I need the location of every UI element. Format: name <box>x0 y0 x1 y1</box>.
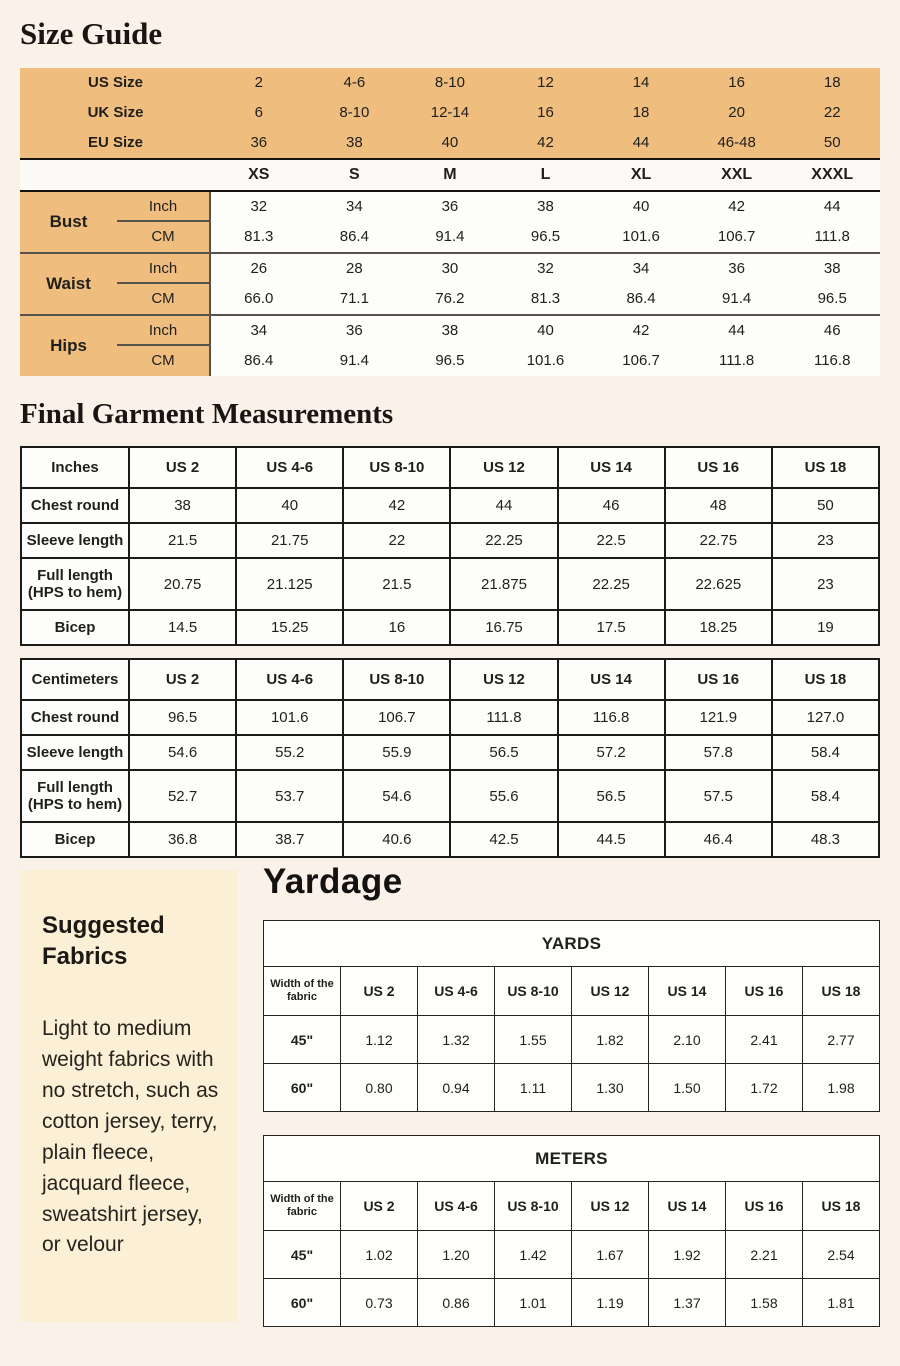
garment-value: 121.9 <box>665 700 772 735</box>
garment-value: 22.25 <box>558 558 665 610</box>
garment-value: 15.25 <box>236 610 343 645</box>
body-measurements-table <box>20 192 880 376</box>
body-measurement-value: 44 <box>784 192 880 222</box>
letter-size-label: S <box>349 166 360 183</box>
garment-value: 22.75 <box>665 523 772 558</box>
garment-row <box>21 610 879 645</box>
suggested-fabrics-heading: Suggested Fabrics <box>42 912 165 971</box>
garment-value: 54.6 <box>343 770 450 822</box>
suggested-fabrics-text: Light to medium weight fabrics with no stretch, such as cotton jersey, terry, plain fleece, jacquard fleece, sweatshirt jersey, or velour <box>42 1017 219 1257</box>
size-column-header: US 14 <box>649 967 726 1016</box>
body-measurement-value: 91.4 <box>307 346 403 376</box>
garment-value: 56.5 <box>558 770 665 822</box>
yardage-value: 1.32 <box>418 1016 495 1064</box>
body-measurement-value: 36 <box>307 316 403 346</box>
garment-value: 58.4 <box>772 770 879 822</box>
garment-value: 40 <box>236 488 343 523</box>
garment-row <box>21 735 879 770</box>
body-group-label: Bust <box>20 192 117 252</box>
garment-value: 38.7 <box>236 822 343 857</box>
body-measurement-value: 32 <box>498 254 594 284</box>
size-column-header: US 16 <box>665 659 772 700</box>
size-conversion-value: 22 <box>823 104 841 121</box>
garment-value: 57.2 <box>558 735 665 770</box>
body-measurement-value: 101.6 <box>593 222 689 252</box>
body-measurement-value: 96.5 <box>402 346 498 376</box>
garment-measure-label: Bicep <box>21 822 129 857</box>
yardage-value: 1.42 <box>495 1231 572 1279</box>
body-measurement-value: 116.8 <box>784 346 880 376</box>
unit-label: CM <box>117 222 211 252</box>
yardage-value: 1.11 <box>495 1064 572 1112</box>
garment-unit-header: Inches <box>21 447 129 488</box>
yardage-value: 1.55 <box>495 1016 572 1064</box>
size-column-header: US 2 <box>129 659 236 700</box>
body-measurement-value: 91.4 <box>402 222 498 252</box>
size-column-header: US 12 <box>572 967 649 1016</box>
size-system-label: EU Size <box>87 134 144 151</box>
body-measurement-value: 106.7 <box>593 346 689 376</box>
body-measurement-value: 106.7 <box>689 222 785 252</box>
garment-value: 106.7 <box>343 700 450 735</box>
yardage-tables <box>263 920 880 1327</box>
body-measurement-value: 96.5 <box>784 284 880 314</box>
size-conversion-value: 20 <box>728 104 745 121</box>
letter-sizes-row <box>20 158 880 192</box>
body-measurement-value: 26 <box>211 254 307 284</box>
size-guide-page <box>0 16 900 1327</box>
garment-value: 55.6 <box>450 770 557 822</box>
body-measurement-value: 111.8 <box>689 346 785 376</box>
body-measurement-value: 81.3 <box>211 222 307 252</box>
size-column-header: US 16 <box>726 1182 803 1231</box>
garment-value: 48.3 <box>772 822 879 857</box>
size-column-header: US 4-6 <box>418 1182 495 1231</box>
size-conversion-value: 18 <box>632 104 650 121</box>
size-conversion-value: 38 <box>346 134 363 151</box>
size-column-header: US 18 <box>772 659 879 700</box>
size-column-header: US 12 <box>572 1182 649 1231</box>
size-conversion-value: 8-10 <box>434 74 465 91</box>
yardage-value: 2.41 <box>726 1016 803 1064</box>
size-column-header: US 4-6 <box>236 659 343 700</box>
size-conversion-value: 16 <box>537 104 554 121</box>
garment-value: 52.7 <box>129 770 236 822</box>
garment-value: 57.8 <box>665 735 772 770</box>
garment-row <box>21 523 879 558</box>
garment-value: 111.8 <box>450 700 557 735</box>
size-conversion-value: 50 <box>823 134 841 151</box>
garment-value: 56.5 <box>450 735 557 770</box>
size-column-header: US 12 <box>450 659 557 700</box>
yardage-section <box>20 862 880 1327</box>
size-conversion-value: 18 <box>823 74 841 91</box>
garment-value: 116.8 <box>558 700 665 735</box>
garment-value: 48 <box>665 488 772 523</box>
yardage-value: 1.58 <box>726 1279 803 1327</box>
garment-value: 22 <box>343 523 450 558</box>
yardage-value: 2.54 <box>803 1231 880 1279</box>
garment-measure-label: Full length (HPS to hem) <box>21 770 129 822</box>
yardage-row <box>264 1064 880 1112</box>
yardage-value: 2.77 <box>803 1016 880 1064</box>
yardage-value: 1.50 <box>649 1064 726 1112</box>
garment-measure-label: Bicep <box>21 610 129 645</box>
size-column-header: US 8-10 <box>495 1182 572 1231</box>
size-column-header: US 14 <box>558 659 665 700</box>
fabric-width-label: 45" <box>264 1016 341 1064</box>
body-measurement-value: 28 <box>307 254 403 284</box>
body-measurement-value: 111.8 <box>784 222 880 252</box>
size-conversion-value: 2 <box>254 74 263 91</box>
yardage-row <box>264 1231 880 1279</box>
garment-value: 36.8 <box>129 822 236 857</box>
size-conversion-value: 16 <box>728 74 745 91</box>
fabric-width-header: Width of the fabric <box>264 967 341 1016</box>
size-system-label: UK Size <box>87 104 144 121</box>
garment-value: 40.6 <box>343 822 450 857</box>
yardage-value: 1.19 <box>572 1279 649 1327</box>
size-system-label: US Size <box>87 74 144 91</box>
garment-value: 19 <box>772 610 879 645</box>
garment-measure-label: Sleeve length <box>21 523 129 558</box>
garment-row <box>21 488 879 523</box>
size-column-header: US 2 <box>341 1182 418 1231</box>
garment-value: 17.5 <box>558 610 665 645</box>
body-measurement-value: 86.4 <box>211 346 307 376</box>
yardage-value: 2.21 <box>726 1231 803 1279</box>
size-column-header: US 18 <box>803 967 880 1016</box>
garment-value: 127.0 <box>772 700 879 735</box>
size-conversion-value: 4-6 <box>343 74 366 91</box>
body-measurement-value: 44 <box>689 316 785 346</box>
garment-measure-label: Sleeve length <box>21 735 129 770</box>
size-conversion-value: 8-10 <box>339 104 370 121</box>
garment-value: 16.75 <box>450 610 557 645</box>
garment-value: 20.75 <box>129 558 236 610</box>
body-measurement-value: 32 <box>211 192 307 222</box>
body-measurement-value: 40 <box>498 316 594 346</box>
size-column-header: US 8-10 <box>343 659 450 700</box>
garment-value: 21.875 <box>450 558 557 610</box>
garment-header-row <box>21 659 879 700</box>
garment-value: 21.5 <box>129 523 236 558</box>
body-measurement-value: 30 <box>402 254 498 284</box>
garment-value: 46 <box>558 488 665 523</box>
body-group-label: Waist <box>20 254 117 314</box>
garment-row <box>21 700 879 735</box>
garment-value: 101.6 <box>236 700 343 735</box>
body-measurement-value: 96.5 <box>498 222 594 252</box>
size-conversion-value: 12 <box>537 74 554 91</box>
yardage-row <box>264 1016 880 1064</box>
body-group-waist <box>20 252 880 314</box>
size-column-header: US 4-6 <box>418 967 495 1016</box>
unit-label: CM <box>117 284 211 314</box>
garment-value: 18.25 <box>665 610 772 645</box>
size-guide-title: Size Guide <box>20 16 163 51</box>
garment-value: 58.4 <box>772 735 879 770</box>
yardage-value: 1.01 <box>495 1279 572 1327</box>
garment-value: 14.5 <box>129 610 236 645</box>
yardage-value: 0.86 <box>418 1279 495 1327</box>
garment-value: 22.625 <box>665 558 772 610</box>
garment-table-centimeters <box>20 658 880 858</box>
letter-size-label: XS <box>248 166 270 183</box>
size-conversion-value: 46-48 <box>717 134 756 151</box>
body-measurement-value: 91.4 <box>689 284 785 314</box>
yardage-value: 1.67 <box>572 1231 649 1279</box>
fabric-width-header: Width of the fabric <box>264 1182 341 1231</box>
fabric-width-label: 60" <box>264 1279 341 1327</box>
body-measurement-value: 86.4 <box>307 222 403 252</box>
size-conversion-value: 44 <box>632 134 650 151</box>
garment-value: 55.9 <box>343 735 450 770</box>
yardage-value: 0.94 <box>418 1064 495 1112</box>
yardage-value: 2.10 <box>649 1016 726 1064</box>
size-conversion-value: 42 <box>537 134 554 151</box>
body-measurement-value: 36 <box>689 254 785 284</box>
garment-unit-header: Centimeters <box>21 659 129 700</box>
size-conversion-value: 36 <box>250 134 268 151</box>
size-column-header: US 8-10 <box>343 447 450 488</box>
yardage-row <box>264 1279 880 1327</box>
body-measurement-value: 34 <box>211 316 307 346</box>
garment-header-row <box>21 447 879 488</box>
yardage-value: 1.72 <box>726 1064 803 1112</box>
yardage-table-heading: METERS <box>264 1136 880 1182</box>
garment-value: 22.5 <box>558 523 665 558</box>
size-column-header: US 4-6 <box>236 447 343 488</box>
yardage-table-meters <box>263 1135 880 1327</box>
body-measurement-value: 38 <box>402 316 498 346</box>
size-column-header: US 2 <box>341 967 418 1016</box>
fabric-width-label: 45" <box>264 1231 341 1279</box>
garment-tables <box>20 446 880 858</box>
garment-value: 21.5 <box>343 558 450 610</box>
garment-row <box>21 770 879 822</box>
letter-size-label: XL <box>630 166 652 183</box>
garment-value: 42 <box>343 488 450 523</box>
letter-size-label: M <box>443 166 457 183</box>
suggested-fabrics-panel <box>20 870 237 1322</box>
size-column-header: US 18 <box>772 447 879 488</box>
yardage-title: Yardage <box>263 862 403 901</box>
garment-value: 42.5 <box>450 822 557 857</box>
garment-value: 21.125 <box>236 558 343 610</box>
letter-size-label: XXL <box>721 166 753 183</box>
size-column-header: US 16 <box>665 447 772 488</box>
garment-row <box>21 822 879 857</box>
unit-label: Inch <box>117 254 211 284</box>
garment-row <box>21 558 879 610</box>
size-conversion-value: 12-14 <box>430 104 470 121</box>
body-measurement-value: 38 <box>784 254 880 284</box>
size-conversion-value: 14 <box>632 74 650 91</box>
garment-value: 54.6 <box>129 735 236 770</box>
body-group-hips <box>20 314 880 376</box>
size-column-header: US 16 <box>726 967 803 1016</box>
yardage-table-heading: YARDS <box>264 921 880 967</box>
yardage-caption-row <box>264 921 880 967</box>
yardage-value: 1.02 <box>341 1231 418 1279</box>
garment-measure-label: Full length (HPS to hem) <box>21 558 129 610</box>
garment-value: 57.5 <box>665 770 772 822</box>
garment-value: 22.25 <box>450 523 557 558</box>
garment-value: 96.5 <box>129 700 236 735</box>
letter-sizes-spacer <box>20 160 211 190</box>
body-measurement-value: 46 <box>784 316 880 346</box>
garment-value: 23 <box>772 523 879 558</box>
yardage-value: 1.82 <box>572 1016 649 1064</box>
garment-measure-label: Chest round <box>21 700 129 735</box>
yardage-header-row <box>264 967 880 1016</box>
fabric-width-label: 60" <box>264 1064 341 1112</box>
yardage-value: 0.80 <box>341 1064 418 1112</box>
garment-value: 23 <box>772 558 879 610</box>
size-column-header: US 8-10 <box>495 967 572 1016</box>
body-measurement-value: 38 <box>498 192 594 222</box>
body-measurement-value: 40 <box>593 192 689 222</box>
body-measurement-value: 34 <box>307 192 403 222</box>
garment-value: 46.4 <box>665 822 772 857</box>
garment-value: 44 <box>450 488 557 523</box>
unit-label: Inch <box>117 192 211 222</box>
size-conversion-table <box>20 68 880 158</box>
garment-value: 53.7 <box>236 770 343 822</box>
letter-size-label: XXXL <box>811 166 854 183</box>
yardage-value: 1.37 <box>649 1279 726 1327</box>
size-column-header: US 12 <box>450 447 557 488</box>
garment-table-inches <box>20 446 880 646</box>
garment-value: 50 <box>772 488 879 523</box>
garment-value: 44.5 <box>558 822 665 857</box>
size-column-header: US 14 <box>558 447 665 488</box>
yardage-value: 1.98 <box>803 1064 880 1112</box>
body-measurement-value: 36 <box>402 192 498 222</box>
yardage-value: 1.92 <box>649 1231 726 1279</box>
unit-label: Inch <box>117 316 211 346</box>
yardage-caption-row <box>264 1136 880 1182</box>
body-measurement-value: 42 <box>689 192 785 222</box>
yardage-value: 0.73 <box>341 1279 418 1327</box>
size-conversion-value: 6 <box>254 104 263 121</box>
body-measurement-value: 34 <box>593 254 689 284</box>
garment-value: 16 <box>343 610 450 645</box>
size-column-header: US 2 <box>129 447 236 488</box>
size-conversion-value: 40 <box>441 134 459 151</box>
yardage-table-yards <box>263 920 880 1112</box>
body-measurement-value: 81.3 <box>498 284 594 314</box>
letter-size-label: L <box>540 166 551 183</box>
size-column-header: US 18 <box>803 1182 880 1231</box>
yardage-column <box>263 862 880 1327</box>
garment-value: 55.2 <box>236 735 343 770</box>
garment-measurements-title: Final Garment Measurements <box>20 398 394 430</box>
body-group-label: Hips <box>20 316 117 376</box>
body-measurement-value: 101.6 <box>498 346 594 376</box>
body-group-bust <box>20 192 880 252</box>
yardage-header-row <box>264 1182 880 1231</box>
yardage-value: 1.81 <box>803 1279 880 1327</box>
garment-value: 38 <box>129 488 236 523</box>
body-measurement-value: 66.0 <box>211 284 307 314</box>
size-column-header: US 14 <box>649 1182 726 1231</box>
garment-value: 21.75 <box>236 523 343 558</box>
body-measurement-value: 71.1 <box>307 284 403 314</box>
yardage-value: 1.12 <box>341 1016 418 1064</box>
yardage-value: 1.30 <box>572 1064 649 1112</box>
body-measurement-value: 76.2 <box>402 284 498 314</box>
yardage-value: 1.20 <box>418 1231 495 1279</box>
garment-measure-label: Chest round <box>21 488 129 523</box>
unit-label: CM <box>117 346 211 376</box>
body-measurement-value: 86.4 <box>593 284 689 314</box>
body-measurement-value: 42 <box>593 316 689 346</box>
